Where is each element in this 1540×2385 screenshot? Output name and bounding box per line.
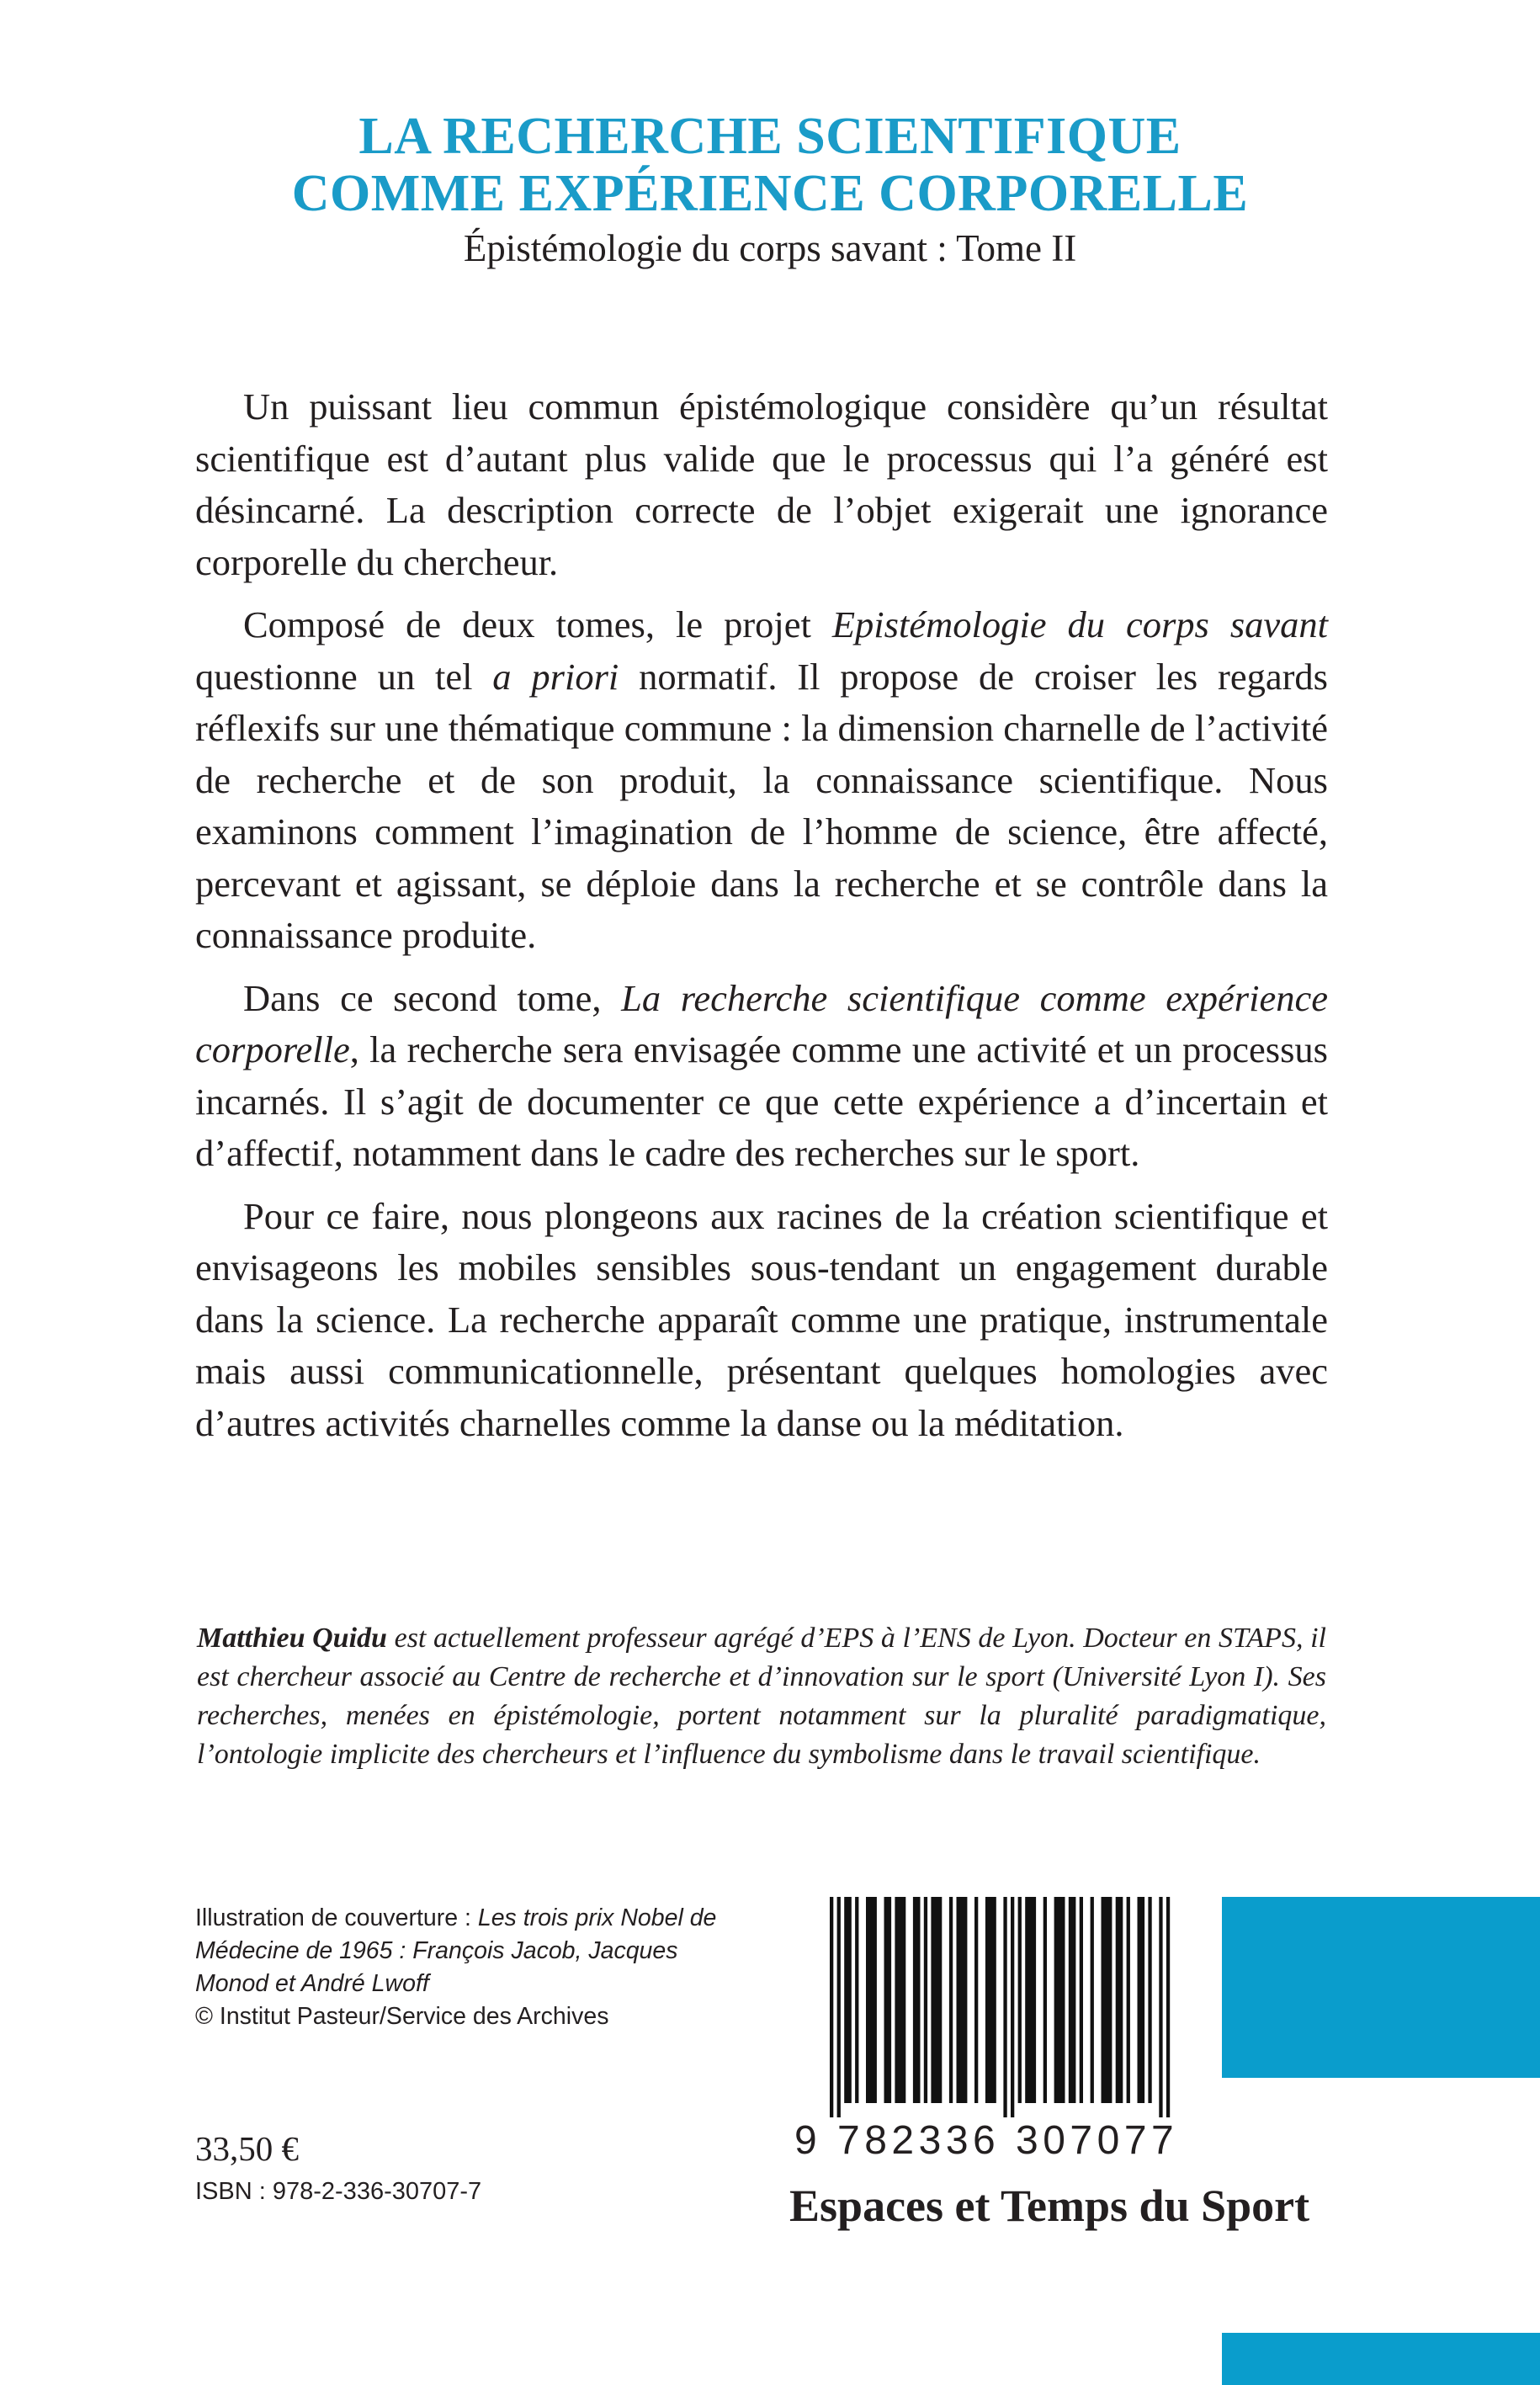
latin-phrase: a priori [492,655,619,698]
credit-title: Les trois prix Nobel de Médecine de 1965 : François Jacob, Jacques Monod et André Lwoff [195,1904,717,1997]
barcode-bar [985,1897,996,2103]
summary-paragraph-2 [195,599,1328,962]
author-bio-text: est actuellement professeur agrégé d’EPS à l’ENS de Lyon. Docteur en STAPS, il est chercheur associé au Centre de recherche et d’innovation sur le sport (Université Lyon I). Ses recherches, menées en épistémologie, portent notamment sur la pluralité paradigmatique, l’ontologie implicite des chercheurs et l’influence du symbolisme dans le travail scientifique. [197,1623,1326,1770]
barcode-bar [1148,1897,1151,2103]
barcode [789,1897,1237,2168]
accent-block-top [1222,1897,1540,2078]
summary-text: Dans ce second tome, [243,976,622,1019]
author-name: Matthieu Quidu [197,1623,387,1654]
barcode-bar [957,1897,968,2103]
barcode-bar [1091,1897,1094,2103]
barcode-bar [1080,1897,1083,2103]
barcode-bar [924,1897,927,2103]
barcode-bar [1011,1897,1014,2117]
book-title-line-2: COMME EXPÉRIENCE CORPORELLE [291,165,1249,222]
barcode-bar [1054,1897,1065,2103]
barcode-bar [931,1897,942,2103]
barcode-bar [884,1897,892,2103]
barcode-bars [789,1897,1237,2117]
summary-text: questionne un tel [195,655,493,698]
barcode-bar [1127,1897,1130,2103]
barcode-bar [974,1897,978,2103]
summary-paragraph-1: Un puissant lieu commun épistémologique considère qu’un résultat scientifique est d’autant plus valide que le processus qui l’a généré est désincarné. La description correcte de l’objet exigerait une ignorance corporelle du chercheur. [195,385,1328,583]
cover-credit [195,1902,717,2033]
barcode-bar [1166,1897,1170,2117]
barcode-bar [1003,1897,1006,2117]
isbn: ISBN : 978-2-336-30707-7 [195,2178,482,2205]
summary-text: normatif. Il propose de croiser les regards réflexifs sur une thématique commune : la dimension charnelle de l’activité de recherche et de son produit, la connaissance scientifique. Nous examinons comment l’imagination de l’homme de science, être affecté, percevant et agissant, se déploie dans la recherche et se contrôle dans la connaissance produite. [195,655,1328,956]
back-cover-summary [195,381,1328,1460]
volume-title: La recherche scientifique comme expérience corporelle [195,976,1328,1070]
barcode-bar [895,1897,905,2103]
barcode-bar [949,1897,953,2103]
barcode-bar [1116,1897,1123,2103]
book-subtitle: Épistémologie du corps savant : Tome II [463,227,1077,269]
barcode-bar [837,1897,841,2117]
series-title: Epistémologie du corps savant [831,603,1328,645]
price: 33,50 € [195,2129,299,2168]
barcode-bar [1043,1897,1047,2103]
summary-paragraph-4: Pour ce faire, nous plongeons aux racines de la création scientifique et envisageons les mobiles sensibles sous-tendant un engagement durable dans la science. La recherche apparaît comme une pratique, instrumentale mais aussi communicationnelle, présentant quelques homologies avec d’autres activités charnelles comme la danse ou la méditation. [195,1194,1328,1444]
barcode-bar [1159,1897,1162,2117]
barcode-bar [1102,1897,1113,2103]
barcode-bar [913,1897,921,2103]
barcode-bar [830,1897,833,2117]
accent-block-bottom [1222,2333,1540,2385]
barcode-bar [1025,1897,1036,2103]
book-title-line-1: LA RECHERCHE SCIENTIFIQUE [358,108,1182,165]
title-block [0,108,1540,273]
barcode-bar [855,1897,858,2103]
barcode-bar [1018,1897,1022,2103]
summary-text: Composé de deux tomes, le projet [243,603,832,645]
barcode-number: 9 782336 307077 [794,2118,1179,2163]
collection-name: Espaces et Temps du Sport [789,2180,1310,2231]
barcode-bar [1069,1897,1076,2103]
summary-paragraph-3 [195,973,1328,1180]
barcode-bar [1138,1897,1145,2103]
credit-label: Illustration de couverture : [195,1904,478,1931]
barcode-bar [844,1897,852,2103]
author-bio [197,1619,1326,1774]
barcode-bar [866,1897,877,2103]
summary-text: , la recherche sera envisagée comme une activité et un processus incarnés. Il s’agit de documenter ce que cette expérience a d’incertain et d’affectif, notamment dans le cadre des recherches sur le sport. [195,1028,1328,1174]
credit-copyright: © Institut Pasteur/Service des Archives [195,2003,609,2030]
